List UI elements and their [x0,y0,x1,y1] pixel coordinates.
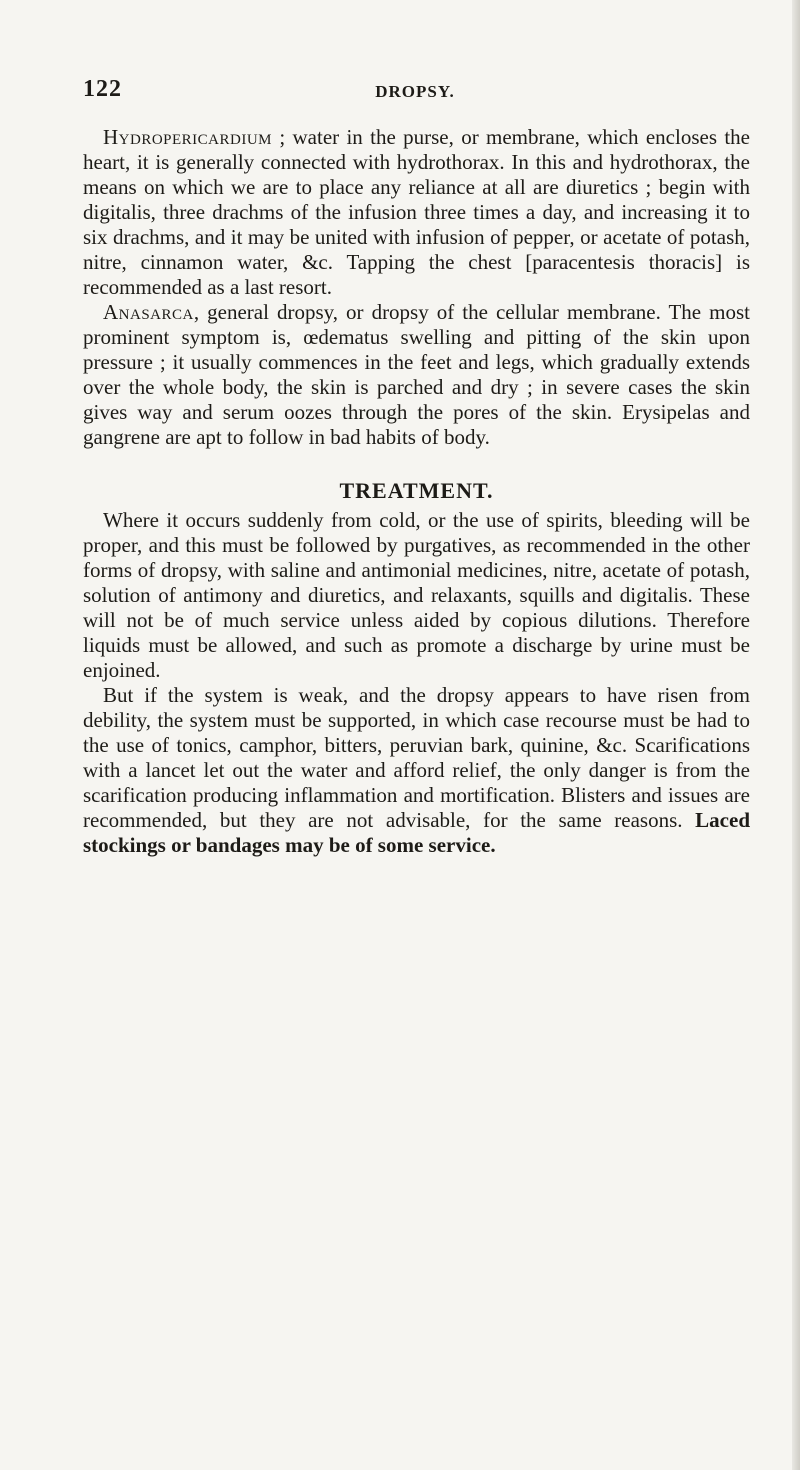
treatment-heading: TREATMENT. [339,478,494,503]
paragraph-treatment-2 [83,683,750,858]
term-hydropericardium: Hydropericardium [103,125,273,149]
header-title: DROPSY. [375,82,455,101]
body-text [83,125,750,858]
term-anasarca: Anasarca [103,300,194,324]
running-head [75,76,755,116]
paragraph-treatment-1: Where it occurs suddenly from cold, or the use of spirits, bleeding will be proper, and this must be followed by purgatives, as recommended in the other forms of dropsy, with saline and antimonial medicines, nitre, acetate of potash, solution of antimony and diuretics, and relaxants, squills and digitalis. These will not be of much service unless aided by copious dilutions. Therefore liquids must be allowed, and such as promote a discharge by urine must be enjoined. [83,508,750,682]
page-edge [792,0,800,1470]
page-number: 122 [83,76,122,102]
hydropericardium-text: ; water in the purse, or membrane, which encloses the heart, it is generally connected with hydrothorax. In this and hydrothorax, the means on which we are to place any reliance at all are diuretics ; begin with digitalis, three drachms of the infusion three times a day, and increasing it to six drachms, and it may be united with infusion of pepper, or acetate of potash, nitre, cinnamon water, &c. Tapping the chest [paracentesis thoracis] is recommended as a last resort. [83,125,750,299]
treatment-2-text: But if the system is weak, and the dropsy appears to have risen from debility, the system must be supported, in which case recourse must be had to the use of tonics, camphor, bitters, peruvian bark, quinine, &c. Scarifications with a lancet let out the water and afford relief, the only danger is from the scarification producing inflammation and mortification. Blisters and issues are recommended, but they are not advisable, for the same reasons. [83,683,750,832]
paragraph-anasarca [83,300,750,450]
paragraph-hydropericardium [83,125,750,300]
anasarca-text: , general dropsy, or dropsy of the cellular membrane. The most prominent symptom is, œdematus swelling and pitting of the skin upon pressure ; it usually commences in the feet and legs, which gradually extends over the whole body, the skin is parched and dry ; in severe cases the skin gives way and serum oozes through the pores of the skin. Erysipelas and gangrene are apt to follow in bad habits of body. [83,300,750,449]
treatment-2-emphasis: Laced stockings or bandages may be of some service. [83,808,750,857]
